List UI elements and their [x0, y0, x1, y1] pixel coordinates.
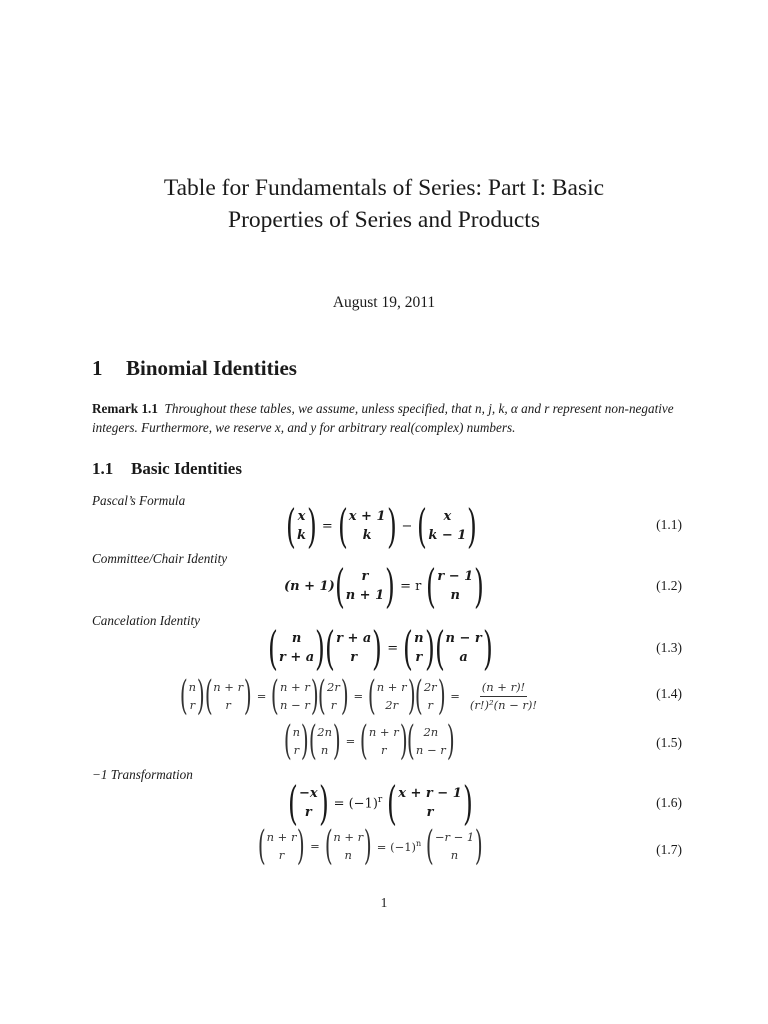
binom-top: r − 1: [437, 569, 474, 584]
equation-number: (1.2): [656, 578, 682, 593]
binom-top: n: [291, 631, 302, 646]
binom-top: n: [188, 680, 197, 694]
binom-bottom: n − r: [279, 698, 310, 712]
page-number: 1: [380, 895, 388, 910]
binomial: ( 2n n − r ): [407, 718, 455, 764]
equation-number: (1.3): [656, 640, 682, 655]
binom-bottom: r: [304, 805, 312, 820]
binomial: ( −r − 1 n ): [426, 823, 483, 869]
binom-bottom: r + a: [278, 650, 315, 665]
equation-1-4: [179, 673, 542, 719]
binomial: ( n + r r ): [360, 718, 408, 764]
binom-top: −x: [298, 786, 318, 801]
binom-bottom: r: [278, 848, 285, 862]
paper-title: [0, 172, 768, 236]
binom-bottom: n: [320, 743, 329, 757]
binomial: ( 2r r ): [415, 673, 446, 719]
binomial: ( n + r r ): [257, 823, 306, 869]
equation-1-3: [268, 621, 493, 675]
minus-sign: −: [401, 518, 413, 534]
equation-number: (1.5): [656, 735, 682, 750]
exponent: r: [377, 794, 383, 805]
binom-top: r: [361, 569, 369, 584]
binomial: ( x + 1 k ): [337, 499, 397, 553]
binom-bottom: r: [350, 650, 358, 665]
binom-bottom: n: [450, 588, 460, 603]
subsection-number: 1.1: [92, 459, 114, 478]
fraction: [468, 679, 539, 714]
binomial: ( n r ): [179, 673, 205, 719]
binom-bottom: r: [415, 650, 423, 665]
binomial: ( n + r n ): [324, 823, 372, 869]
paper-date: August 19, 2011: [332, 294, 436, 311]
label-cancelation: Cancelation Identity: [92, 613, 201, 628]
label-transformation: −1 Transformation: [92, 767, 193, 782]
binomial: ( r n + 1 ): [334, 559, 396, 613]
binomial: ( −x r ): [288, 776, 329, 830]
binom-top: n + r: [279, 680, 310, 694]
remark-block: [92, 399, 692, 437]
binom-bottom: n − r: [415, 743, 446, 757]
section-title: Binomial Identities: [126, 356, 297, 380]
equals-sign: =: [321, 518, 333, 534]
binomial: ( 2r r ): [318, 673, 349, 719]
title-line-2: Properties of Series and Products: [228, 207, 540, 233]
equals-sign: [334, 795, 383, 811]
binom-top: n + r: [213, 680, 244, 694]
exponent: n: [416, 838, 422, 848]
binom-bottom: r: [225, 698, 231, 712]
equation-prefix: (n + 1): [284, 578, 335, 594]
binom-top: 2r: [327, 680, 340, 694]
binom-bottom: r: [381, 743, 387, 757]
section-number: 1: [92, 356, 103, 380]
binom-top: n − r: [445, 631, 482, 646]
subsection-title: Basic Identities: [131, 459, 242, 478]
equals-sign: = r: [400, 578, 422, 594]
binom-top: x + 1: [348, 509, 386, 524]
binom-top: 2n: [423, 725, 439, 739]
equals-sign: =: [353, 689, 364, 703]
binom-bottom: n + 1: [345, 588, 385, 603]
binom-top: 2n: [317, 725, 332, 739]
equals-text: = (−1): [333, 796, 378, 812]
binom-bottom: k: [296, 528, 306, 543]
binom-bottom: r: [189, 698, 196, 712]
binomial: ( n + r n − r ): [271, 673, 319, 719]
equals-sign: =: [310, 839, 320, 853]
equals-sign: =: [450, 689, 460, 703]
binom-top: n: [414, 631, 424, 646]
binom-bottom: r: [427, 698, 433, 712]
binomial: ( n − r a ): [434, 621, 493, 675]
binomial: ( x k − 1 ): [417, 499, 478, 553]
equals-sign: =: [345, 734, 356, 748]
binom-top: n + r: [376, 680, 407, 694]
binom-bottom: 2r: [385, 698, 399, 712]
binom-top: n + r: [333, 830, 364, 844]
equals-sign: [377, 839, 421, 854]
binom-bottom: a: [459, 650, 468, 665]
equation-number: (1.4): [656, 686, 682, 701]
equals-sign: =: [387, 640, 399, 656]
equation-1-5: [283, 718, 455, 764]
binom-top: n + r: [368, 725, 399, 739]
remark-text: Throughout these tables, we assume, unless specified, that n, j, k, α and r represent non-negative integers. Furthermore, we reserve x, and y for arbitrary real(complex) numbers.: [92, 401, 674, 435]
binomial: ( n r ): [283, 718, 309, 764]
binomial: ( 2n n ): [308, 718, 341, 764]
binom-bottom: k: [362, 528, 372, 543]
equation-number: (1.7): [656, 842, 682, 857]
binom-top: x: [297, 509, 306, 524]
binom-bottom: r: [330, 698, 337, 712]
binom-bottom: n: [450, 848, 459, 862]
binom-top: −r − 1: [434, 830, 475, 844]
section-heading: [92, 356, 297, 381]
binomial: ( r − 1 n ): [426, 559, 485, 613]
binom-top: x + r − 1: [398, 786, 462, 801]
binom-top: x: [443, 509, 452, 524]
binom-bottom: r: [426, 805, 434, 820]
binom-bottom: r: [293, 743, 300, 757]
title-line-1: Table for Fundamentals of Series: Part I: Basic: [163, 175, 605, 201]
remark-label: Remark 1.1: [92, 401, 158, 416]
subsection-heading: [92, 459, 242, 479]
fraction-denominator: (r!)²(n − r)!: [469, 697, 538, 712]
binom-top: n + r: [266, 830, 297, 844]
binomial: ( r + a r ): [325, 621, 383, 675]
binomial: ( x + r − 1 r ): [387, 776, 473, 830]
equation-1-7: [257, 823, 483, 869]
binomial: ( n + r 2r ): [368, 673, 416, 719]
equals-text: = (−1): [376, 839, 417, 854]
binom-top: n: [292, 725, 301, 739]
binomial: ( n + r r ): [204, 673, 252, 719]
binomial: ( x k ): [286, 499, 317, 553]
equals-sign: =: [256, 689, 267, 703]
binom-top: 2r: [423, 680, 437, 694]
fraction-numerator: (n + r)!: [480, 679, 527, 697]
equation-number: (1.6): [656, 795, 682, 810]
binom-bottom: n: [344, 848, 352, 862]
binom-bottom: k − 1: [428, 528, 467, 543]
equation-1-2: [284, 559, 485, 613]
label-pascal: Pascal’s Formula: [92, 493, 186, 508]
binom-top: r + a: [336, 631, 372, 646]
equation-number: (1.1): [656, 517, 682, 532]
binomial: ( n r ): [403, 621, 435, 675]
label-committee: Committee/Chair Identity: [92, 551, 228, 566]
binomial: ( n r + a ): [268, 621, 326, 675]
equation-1-6: [288, 776, 473, 830]
equation-1-1: [286, 499, 478, 553]
